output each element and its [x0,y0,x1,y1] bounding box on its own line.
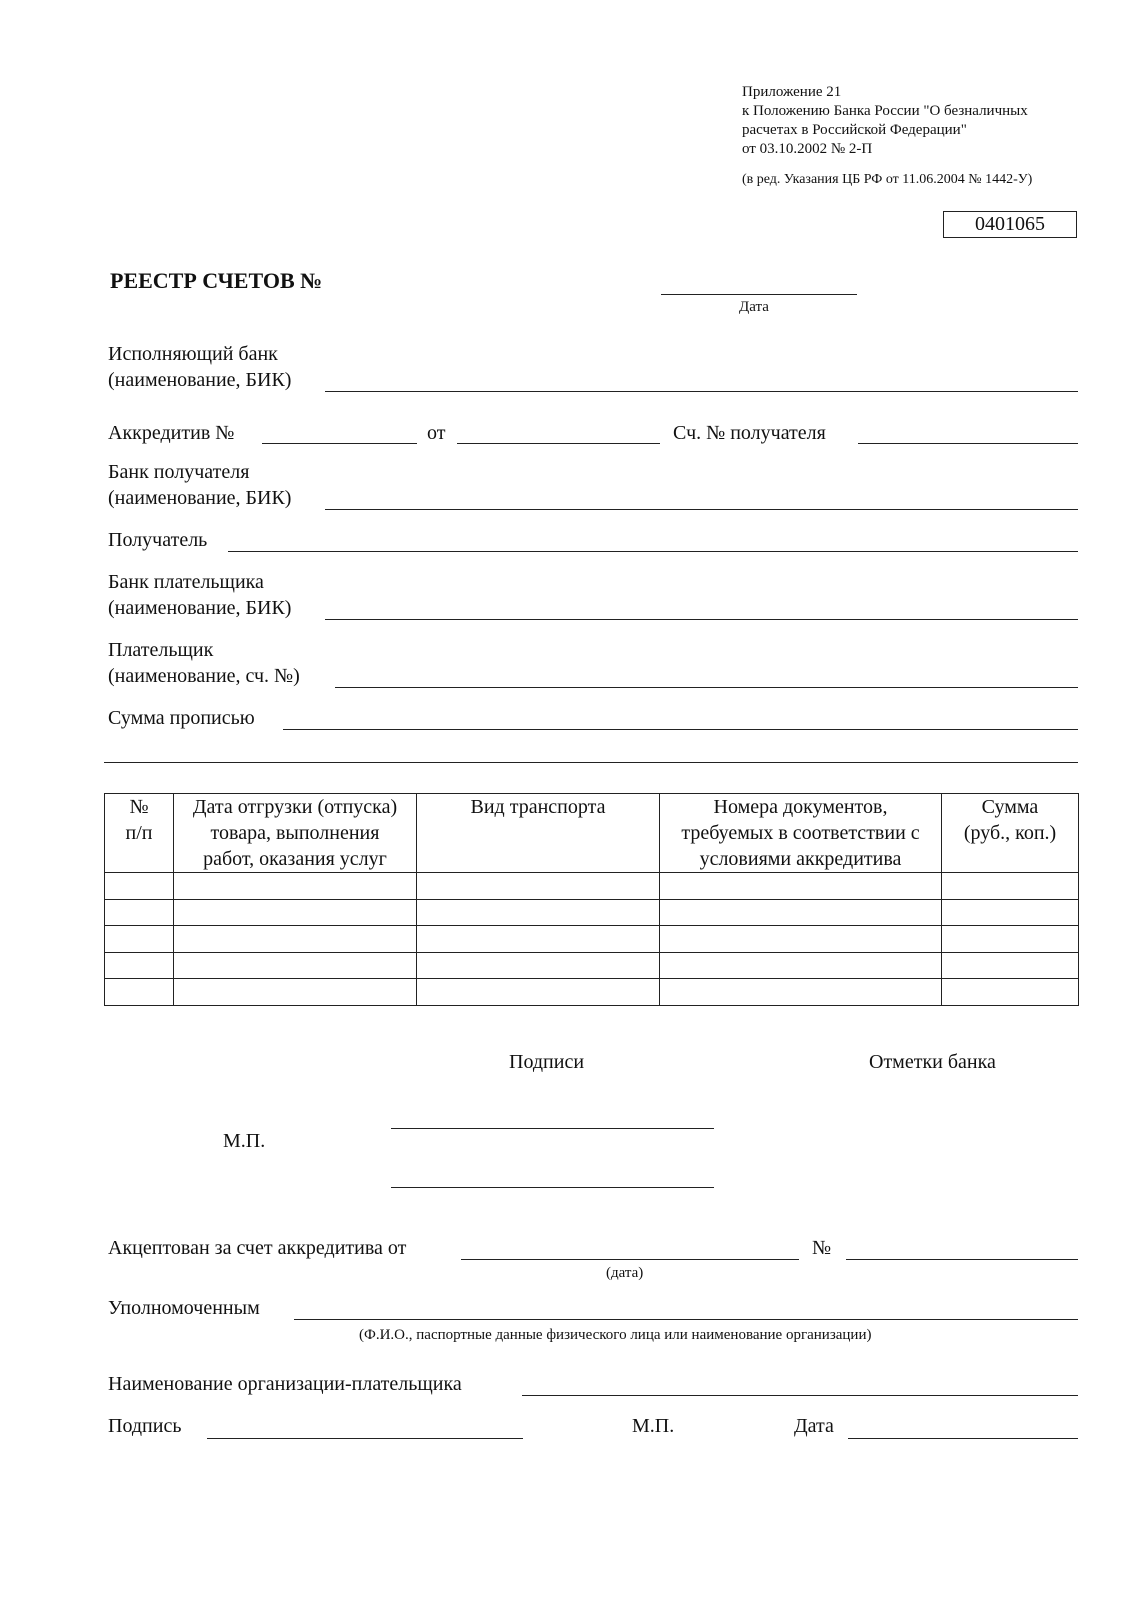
recipient-label: Получатель [108,529,208,551]
signature-field[interactable] [207,1438,523,1439]
accepted-date-field[interactable] [461,1259,799,1260]
executing-bank-sublabel: (наименование, БИК) [108,369,292,391]
table-cell[interactable] [174,952,417,979]
accepted-number-field[interactable] [846,1259,1078,1260]
appendix-line-4: от 03.10.2002 № 2-П [742,141,873,157]
table-cell[interactable] [660,979,942,1006]
table-cell[interactable] [105,873,174,900]
table-cell[interactable] [660,873,942,900]
table-cell[interactable] [105,926,174,953]
date-line[interactable] [661,294,857,295]
recipient-bank-field[interactable] [325,509,1078,510]
signature-line-1[interactable] [391,1128,714,1129]
recipient-bank-sublabel: (наименование, БИК) [108,487,292,509]
signature-line-2[interactable] [391,1187,714,1188]
appendix-line-3: расчетах в Российской Федерации" [742,122,967,138]
table-cell[interactable] [174,979,417,1006]
recipient-account-label: Сч. № получателя [673,422,826,444]
table-cell[interactable] [660,952,942,979]
table-cell[interactable] [417,979,660,1006]
table-cell[interactable] [105,979,174,1006]
authorized-caption: (Ф.И.О., паспортные данные физического лица или наименование организации) [359,1327,872,1343]
revision-note: (в ред. Указания ЦБ РФ от 11.06.2004 № 1442-У) [742,172,1033,187]
form-code: 0401065 [943,211,1077,238]
authorized-label: Уполномоченным [108,1297,260,1319]
table-cell[interactable] [417,899,660,926]
recipient-account-field[interactable] [858,443,1078,444]
payer-field[interactable] [335,687,1078,688]
accepted-number-sign: № [812,1237,832,1259]
table-cell[interactable] [942,926,1079,953]
date-caption: Дата [739,299,769,315]
amount-words-field[interactable] [283,729,1078,730]
col-documents-header: Номера документов, требуемых в соответствии с условиями аккредитива [660,794,942,873]
col-number-header: № п/п [105,794,174,873]
payer-org-field[interactable] [522,1395,1078,1396]
executing-bank-field[interactable] [325,391,1078,392]
signatures-label: Подписи [509,1051,585,1073]
final-stamp-label: М.П. [632,1415,675,1437]
table-cell[interactable] [174,873,417,900]
accepted-label: Акцептован за счет аккредитива от [108,1237,407,1259]
col-shipment-date-header: Дата отгрузки (отпуска) товара, выполнения работ, оказания услуг [174,794,417,873]
table-cell[interactable] [105,899,174,926]
accepted-date-caption: (дата) [606,1265,644,1281]
col-amount-header: Сумма (руб., коп.) [942,794,1079,873]
table-row [105,926,1079,953]
table-cell[interactable] [660,926,942,953]
page-title: РЕЕСТР СЧЕТОВ № [110,268,323,293]
letter-of-credit-label: Аккредитив № [108,422,235,444]
authorized-field[interactable] [294,1319,1078,1320]
table-cell[interactable] [417,873,660,900]
table-cell[interactable] [174,926,417,953]
bank-marks-label: Отметки банка [869,1051,996,1073]
table-cell[interactable] [942,899,1079,926]
table-row [105,873,1079,900]
table-cell[interactable] [942,952,1079,979]
letter-of-credit-field[interactable] [262,443,417,444]
table-cell[interactable] [417,952,660,979]
registry-table [104,793,1079,1006]
appendix-line-2: к Положению Банка России "О безналичных [742,103,1028,119]
table-cell[interactable] [660,899,942,926]
amount-words-field-continuation[interactable] [104,762,1078,763]
letter-of-credit-date-field[interactable] [457,443,660,444]
table-row [105,952,1079,979]
payer-org-label: Наименование организации-плательщика [108,1373,462,1395]
final-date-field[interactable] [848,1438,1078,1439]
table-row [105,899,1079,926]
payer-bank-sublabel: (наименование, БИК) [108,597,292,619]
payer-sublabel: (наименование, сч. №) [108,665,300,687]
table-row [105,979,1079,1006]
table-cell[interactable] [942,979,1079,1006]
from-label: от [427,422,446,444]
stamp-label: М.П. [223,1130,266,1152]
signature-label: Подпись [108,1415,182,1437]
executing-bank-label: Исполняющий банк [108,343,278,365]
recipient-field[interactable] [228,551,1078,552]
payer-label: Плательщик [108,639,214,661]
amount-words-label: Сумма прописью [108,707,255,729]
table-cell[interactable] [105,952,174,979]
table-cell[interactable] [174,899,417,926]
final-date-label: Дата [794,1415,834,1437]
table-cell[interactable] [942,873,1079,900]
table-header-row [105,794,1079,873]
recipient-bank-label: Банк получателя [108,461,250,483]
table-cell[interactable] [417,926,660,953]
col-transport-header: Вид транспорта [417,794,660,873]
payer-bank-label: Банк плательщика [108,571,264,593]
appendix-line-1: Приложение 21 [742,84,842,100]
payer-bank-field[interactable] [325,619,1078,620]
